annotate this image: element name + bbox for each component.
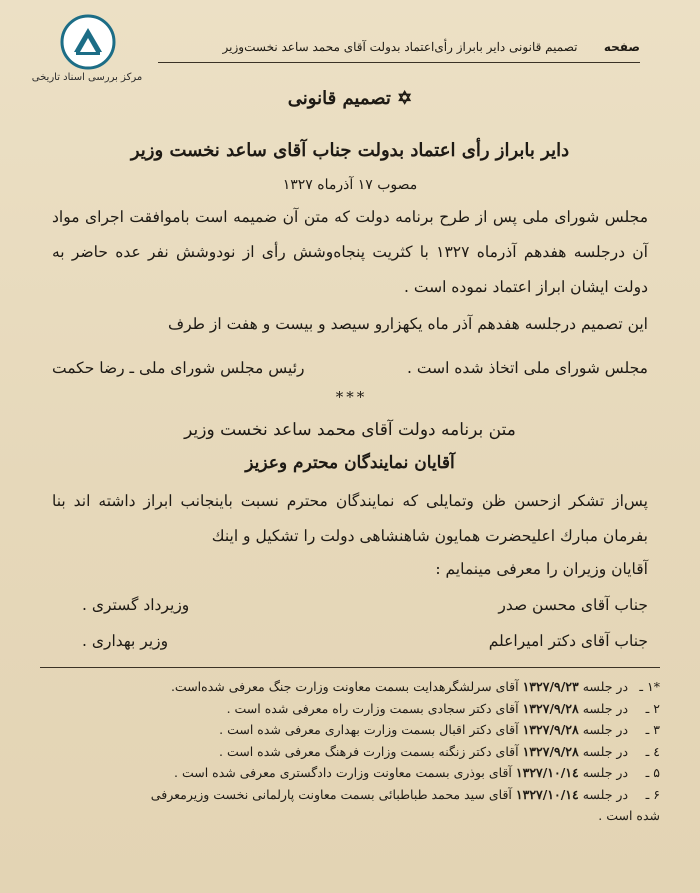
footnote — [40, 784, 660, 806]
program-title: متن برنامه دولت آقای محمد ساعد نخست وزیر — [184, 420, 516, 440]
footnote-number: ۲ ـ — [645, 700, 660, 716]
archive-logo-icon — [60, 14, 116, 70]
section-separator: * * * — [335, 388, 365, 406]
footnote-prefix: در جلسه — [582, 765, 629, 780]
resolution-paragraph-2-end: مجلس شورای ملی اتخاذ شده است . — [407, 359, 648, 377]
minister-name: جناب آقای دکتر امیراعلم — [488, 632, 648, 650]
archive-logo — [22, 14, 152, 88]
resolution-title: ✡ تصمیم قانونی — [287, 88, 413, 109]
minister-post: وزیرداد گستری . — [82, 596, 190, 614]
footnote — [40, 676, 660, 698]
footnote-prefix: در جلسه — [582, 679, 629, 694]
footnote-number: ۵ ـ — [645, 765, 660, 780]
footnote-number: ۳ ـ — [645, 722, 660, 737]
footnote-date: ۱۳۲۷/۹/۲۸ — [522, 722, 579, 737]
running-header: تصمیم قانونی دایر بابراز رأی‌اعتماد بدولت آقای محمد ساعد نخست‌وزیر — [222, 40, 578, 54]
footnote-text: آقای دکتر سجادی بسمت وزارت راه معرفی شده است . — [226, 700, 519, 716]
footnote-date: ۱۳۲۷/۹/۲۳ — [522, 679, 579, 694]
footnote-text: آقای دکتر زنگنه بسمت وزارت فرهنگ معرفی شده است . — [219, 743, 519, 759]
minister-name: جناب آقای محسن صدر — [498, 596, 648, 614]
footnote-continuation: شده است . — [598, 808, 660, 823]
program-salutation: آقایان نمایندگان محترم وعزیز — [245, 453, 455, 473]
footnote-text: آقای سرلشگرهدایت بسمت معاونت وزارت جنگ معرفی شده‌است. — [170, 679, 519, 694]
footnote-date: ۱۳۲۷/۹/۲۸ — [522, 743, 579, 759]
footnote-prefix: در جلسه — [582, 722, 629, 737]
footnote-date: ۱۳۲۷/۱۰/۱٤ — [515, 765, 579, 780]
footnote — [40, 762, 660, 784]
footnote-prefix: در جلسه — [582, 743, 629, 759]
footnote-text: آقای بوذری بسمت معاونت وزارت دادگستری معرفی شده است . — [174, 765, 512, 780]
resolution-paragraph-2: این تصمیم درجلسه هفدهم آذر ماه یکهزارو سیصد و بیست و هفت از طرف — [168, 315, 648, 333]
program-paragraph: پس‌از تشکر ازحسن ظن وتمایلی که نمایندگان محترم نسبت باینجانب ابراز داشته اند بنا بفرمان مبارك اعلیحضرت همایون شاهنشاهی دولت را تشکیل و اینك — [52, 492, 648, 545]
speaker-signature: رئیس مجلس شورای ملی ـ رضا حکمت — [52, 359, 305, 377]
ministers-intro: آقایان وزیران را معرفی مینمایم : — [435, 560, 648, 578]
footnote-date: ۱۳۲۷/۹/۲۸ — [522, 700, 579, 716]
header-divider — [158, 62, 640, 63]
archive-logo-text: مرکز بررسی اسناد تاریخی — [31, 72, 143, 83]
footnote-number: ۶ ـ — [645, 786, 660, 802]
footnote-text: آقای سید محمد طباطبائی بسمت معاونت پارلمانی نخست وزیرمعرفی — [150, 786, 512, 802]
footnote-text: آقای دکتر اقبال بسمت وزارت بهداری معرفی شده است . — [219, 722, 519, 737]
footnote-divider — [40, 667, 660, 668]
resolution-subtitle: دایر بابراز رأی اعتماد بدولت جناب آقای ساعد نخست وزیر — [130, 140, 570, 161]
footnote — [40, 698, 660, 720]
footnote-date: ۱۳۲۷/۱۰/۱٤ — [515, 786, 579, 802]
footnote-prefix: در جلسه — [582, 786, 629, 802]
minister-post: وزیر بهداری . — [82, 632, 169, 650]
page-label: صفحه — [603, 40, 640, 54]
footnote-prefix: در جلسه — [582, 700, 629, 716]
footnote — [40, 719, 660, 741]
footnote — [40, 741, 660, 763]
resolution-paragraph-1: مجلس شورای ملی پس از طرح برنامه دولت که متن آن ضمیمه است باموافقت اجرای مواد آن درجلسه هفدهم آذرماه ۱۳۲۷ با کثریت پنجاه‌وشش رأی از نودوشش نفر عده حاضر به دولت ایشان ابراز اعتماد نموده است . — [52, 208, 648, 296]
footnote-number: ٤ ـ — [645, 743, 660, 759]
footnote-number: *۱ ـ — [639, 679, 660, 694]
approval-date: مصوب ۱۷ آذرماه ۱۳۲۷ — [282, 177, 418, 193]
footnotes — [40, 676, 660, 827]
